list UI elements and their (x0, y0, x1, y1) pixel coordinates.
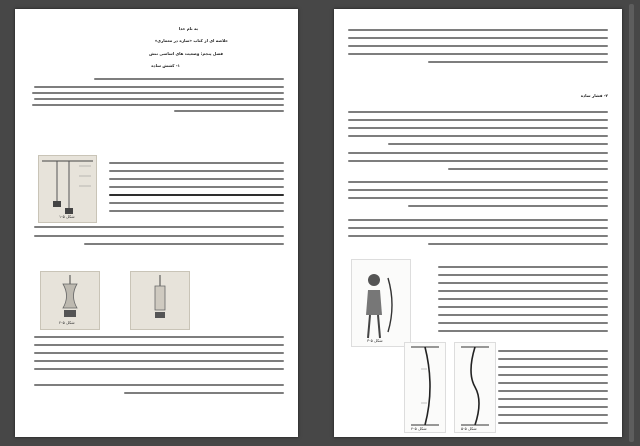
figure-person-compressing-rod (351, 259, 411, 347)
section-heading-tension: ۱- کشش ساده (151, 63, 180, 68)
figure-caption-3: شکل ۵-۳ (367, 338, 383, 343)
figure-caption-1: شکل ۵-۱ (59, 214, 75, 219)
figure-bar-elongation-1 (38, 155, 97, 223)
figure-stretched-rod-left (40, 271, 100, 330)
page-left (15, 9, 298, 437)
scrollbar[interactable] (629, 4, 634, 442)
page-left-content (15, 9, 298, 437)
page-right-content (334, 9, 622, 437)
figure-buckling-column-b (454, 342, 496, 433)
page-right (334, 9, 622, 437)
chapter-subtitle: فصل پنجم: وضعیت های اساسی تنش (149, 51, 223, 56)
figure-caption-5: شکل ۵-۵ (461, 426, 477, 431)
figure-buckling-column-a (404, 342, 446, 433)
section-heading-compression: ۲- فشار ساده (580, 93, 608, 98)
opening-line: به نام خدا (178, 26, 198, 31)
figure-caption-4: شکل ۵-۴ (411, 426, 427, 431)
figure-caption-2: شکل ۵-۲ (59, 320, 75, 325)
figure-stretched-rod-right (130, 271, 190, 330)
page-title: خلاصه ای از کتاب «سازه در معماری» (154, 38, 228, 43)
